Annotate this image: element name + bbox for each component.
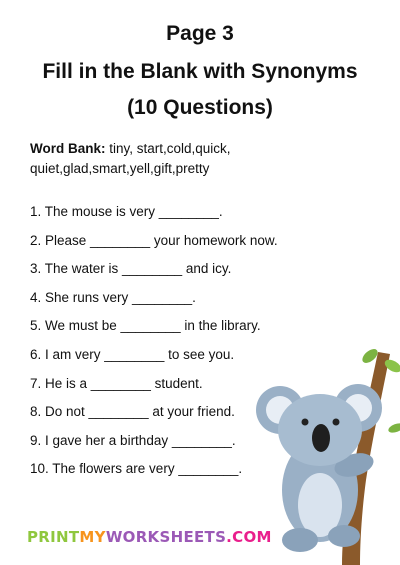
word-bank-words: tiny, start,cold,quick, quiet,glad,smart,yell,gift,pretty: [30, 141, 231, 176]
page-label: Page 3: [166, 22, 234, 45]
question-item: 10. The flowers are very ________.: [30, 461, 243, 477]
question-list: [30, 204, 278, 490]
brand-logo: [27, 528, 272, 546]
question-item: 7. He is a ________ student.: [30, 375, 203, 391]
question-item: 6. I am very ________ to see you.: [30, 346, 235, 362]
question-item: 1. The mouse is very ________.: [30, 204, 223, 219]
brand-part-worksheets: WORKSHEETS: [105, 528, 227, 546]
koala-icon: [250, 340, 400, 565]
worksheet-title: Fill in the Blank with Synonyms: [42, 60, 358, 83]
question-count: (10 Questions): [127, 96, 273, 119]
question-item: 4. She runs very ________.: [30, 289, 196, 305]
question-item: 9. I gave her a birthday ________.: [30, 432, 236, 448]
word-bank: [30, 139, 270, 179]
question-item: 3. The water is ________ and icy.: [30, 261, 232, 277]
word-bank-label: Word Bank:: [30, 141, 106, 156]
question-item: 5. We must be ________ in the library.: [30, 318, 261, 334]
brand-part-my: MY: [79, 528, 106, 546]
brand-part-com: .COM: [226, 528, 272, 546]
question-item: 2. Please ________ your homework now.: [30, 232, 278, 248]
brand-part-print: PRINT: [27, 528, 80, 546]
question-item: 8. Do not ________ at your friend.: [30, 404, 235, 420]
